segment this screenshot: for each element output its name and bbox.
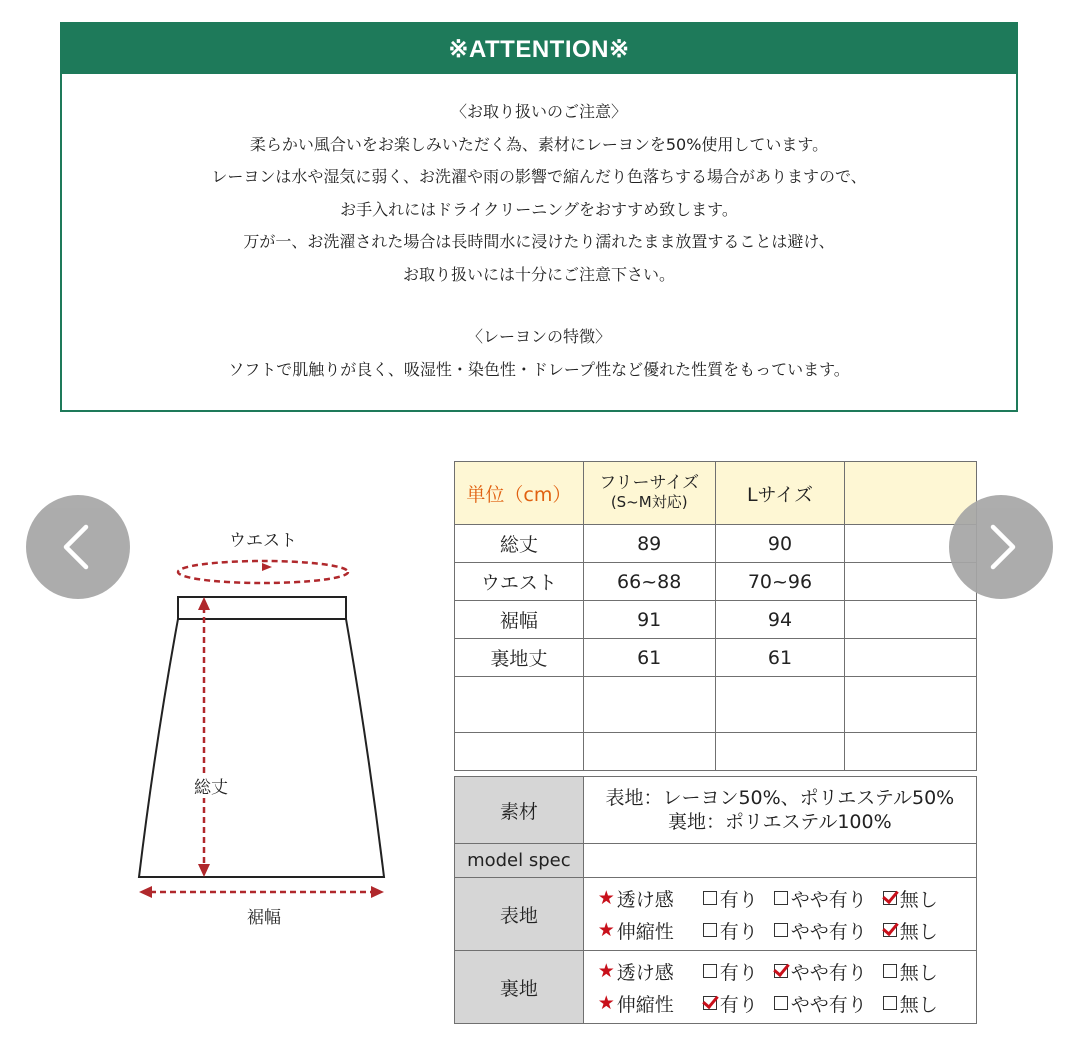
row-label: 裾幅 xyxy=(455,601,584,639)
material-value xyxy=(583,777,976,844)
option-label: 有り xyxy=(719,888,758,911)
cell-free: 61 xyxy=(583,639,715,677)
option-label: 無し xyxy=(899,888,938,911)
attention-body xyxy=(62,74,1016,386)
checkbox-icon xyxy=(703,891,717,905)
care-line: 万が一、お洗濯された場合は長時間水に浸けたり濡れたまま放置することは避け、 xyxy=(243,232,835,251)
option-no xyxy=(883,885,938,912)
feature-heading: 〈レーヨンの特徴〉 xyxy=(466,327,611,346)
checkbox-icon xyxy=(774,923,788,937)
option-somewhat xyxy=(774,917,867,944)
care-line: レーヨンは水や湿気に弱く、お洗濯や雨の影響で縮んだり色落ちする場合がありますので、 xyxy=(211,167,867,186)
checkbox-icon xyxy=(703,964,717,978)
model-spec-label: model spec xyxy=(455,844,584,878)
table-row xyxy=(455,639,977,677)
care-line: お手入れにはドライクリーニングをおすすめ致します。 xyxy=(340,199,738,219)
cell-free: 66~88 xyxy=(583,563,715,601)
option-label: 無し xyxy=(899,961,938,984)
col-l-size: Lサイズ xyxy=(715,462,845,525)
option-no xyxy=(883,917,938,944)
table-row xyxy=(455,525,977,563)
feature-line xyxy=(598,987,976,1019)
option-no xyxy=(883,958,938,985)
option-label: 有り xyxy=(719,993,758,1016)
outer-fabric-label: 表地 xyxy=(455,878,584,951)
material-label: 素材 xyxy=(455,777,584,844)
feature-name: 伸縮性 xyxy=(616,993,674,1016)
option-label: 有り xyxy=(719,920,758,943)
skirt-illustration xyxy=(130,515,400,935)
option-label: やや有り xyxy=(790,888,867,911)
col-free-size xyxy=(583,462,715,525)
option-yes xyxy=(703,917,758,944)
row-label: ウエスト xyxy=(455,563,584,601)
col-free-main: フリーサイズ xyxy=(599,473,700,493)
option-yes xyxy=(703,990,758,1017)
checkbox-icon xyxy=(703,923,717,937)
checkbox-icon xyxy=(774,996,788,1010)
feature-line: ソフトで肌触りが良く、吸湿性・染色性・ドレープ性など優れた性質をもっています。 xyxy=(228,359,850,379)
feature-line xyxy=(598,955,976,987)
care-heading: 〈お取り扱いのご注意〉 xyxy=(450,102,627,121)
size-table xyxy=(454,461,977,771)
lining-row xyxy=(455,951,977,1024)
care-line: 柔らかい風合いをお楽しみいただく為、素材にレーヨンを50%使用しています。 xyxy=(249,134,829,154)
attention-title: ※ATTENTION※ xyxy=(62,24,1016,74)
feature-name: 透け感 xyxy=(616,888,674,911)
length-label: 総丈 xyxy=(194,773,228,798)
table-row xyxy=(455,563,977,601)
feature-name: 伸縮性 xyxy=(616,920,674,943)
table-row-empty xyxy=(455,733,977,771)
model-spec-value xyxy=(583,844,976,878)
option-somewhat xyxy=(774,958,867,985)
option-label: 無し xyxy=(899,920,938,943)
chevron-right-icon xyxy=(949,495,1053,599)
spec-table xyxy=(454,776,977,1024)
feature-line xyxy=(598,882,976,914)
option-label: 無し xyxy=(899,993,938,1016)
cell-free: 91 xyxy=(583,601,715,639)
option-label: やや有り xyxy=(790,993,867,1016)
star-icon: ★ xyxy=(597,887,615,909)
row-label: 総丈 xyxy=(455,525,584,563)
care-line: お取り扱いには十分にご注意下さい。 xyxy=(402,264,675,284)
carousel-next-button[interactable] xyxy=(949,495,1053,599)
table-row-empty xyxy=(455,677,977,733)
unit-label: 単位（cm） xyxy=(455,462,584,525)
checked-box-icon xyxy=(703,996,717,1010)
cell-l: 61 xyxy=(715,639,845,677)
feature-list xyxy=(583,951,976,1024)
checkbox-icon xyxy=(774,891,788,905)
cell-free: 89 xyxy=(583,525,715,563)
material-lining: 裏地：ポリエステル100% xyxy=(668,811,892,833)
outer-fabric-row xyxy=(455,878,977,951)
option-yes xyxy=(703,885,758,912)
option-somewhat xyxy=(774,990,867,1017)
star-icon: ★ xyxy=(597,919,615,941)
feature-line xyxy=(598,914,976,946)
star-icon: ★ xyxy=(597,960,615,982)
waist-label: ウエスト xyxy=(229,531,297,551)
option-yes xyxy=(703,958,758,985)
row-label: 裏地丈 xyxy=(455,639,584,677)
feature-list xyxy=(583,878,976,951)
skirt-diagram xyxy=(130,515,400,935)
carousel-prev-button[interactable] xyxy=(26,495,130,599)
cell-l: 94 xyxy=(715,601,845,639)
cell-l: 70~96 xyxy=(715,563,845,601)
attention-box xyxy=(60,22,1018,412)
option-label: やや有り xyxy=(790,961,867,984)
checkbox-icon xyxy=(883,964,897,978)
checked-box-icon xyxy=(883,923,897,937)
star-icon: ★ xyxy=(597,992,615,1014)
feature-name: 透け感 xyxy=(616,961,674,984)
material-outer: 表地：レーヨン50%、ポリエステル50% xyxy=(605,787,955,809)
table-row xyxy=(455,601,977,639)
checked-box-icon xyxy=(774,964,788,978)
option-label: やや有り xyxy=(790,920,867,943)
hem-label: 裾幅 xyxy=(247,908,281,928)
option-no xyxy=(883,990,938,1017)
checked-box-icon xyxy=(883,891,897,905)
option-somewhat xyxy=(774,885,867,912)
option-label: 有り xyxy=(719,961,758,984)
checkbox-icon xyxy=(883,996,897,1010)
chevron-left-icon xyxy=(26,495,130,599)
lining-label: 裏地 xyxy=(455,951,584,1024)
cell-l: 90 xyxy=(715,525,845,563)
col-free-sub: (S~M対応) xyxy=(610,493,688,511)
